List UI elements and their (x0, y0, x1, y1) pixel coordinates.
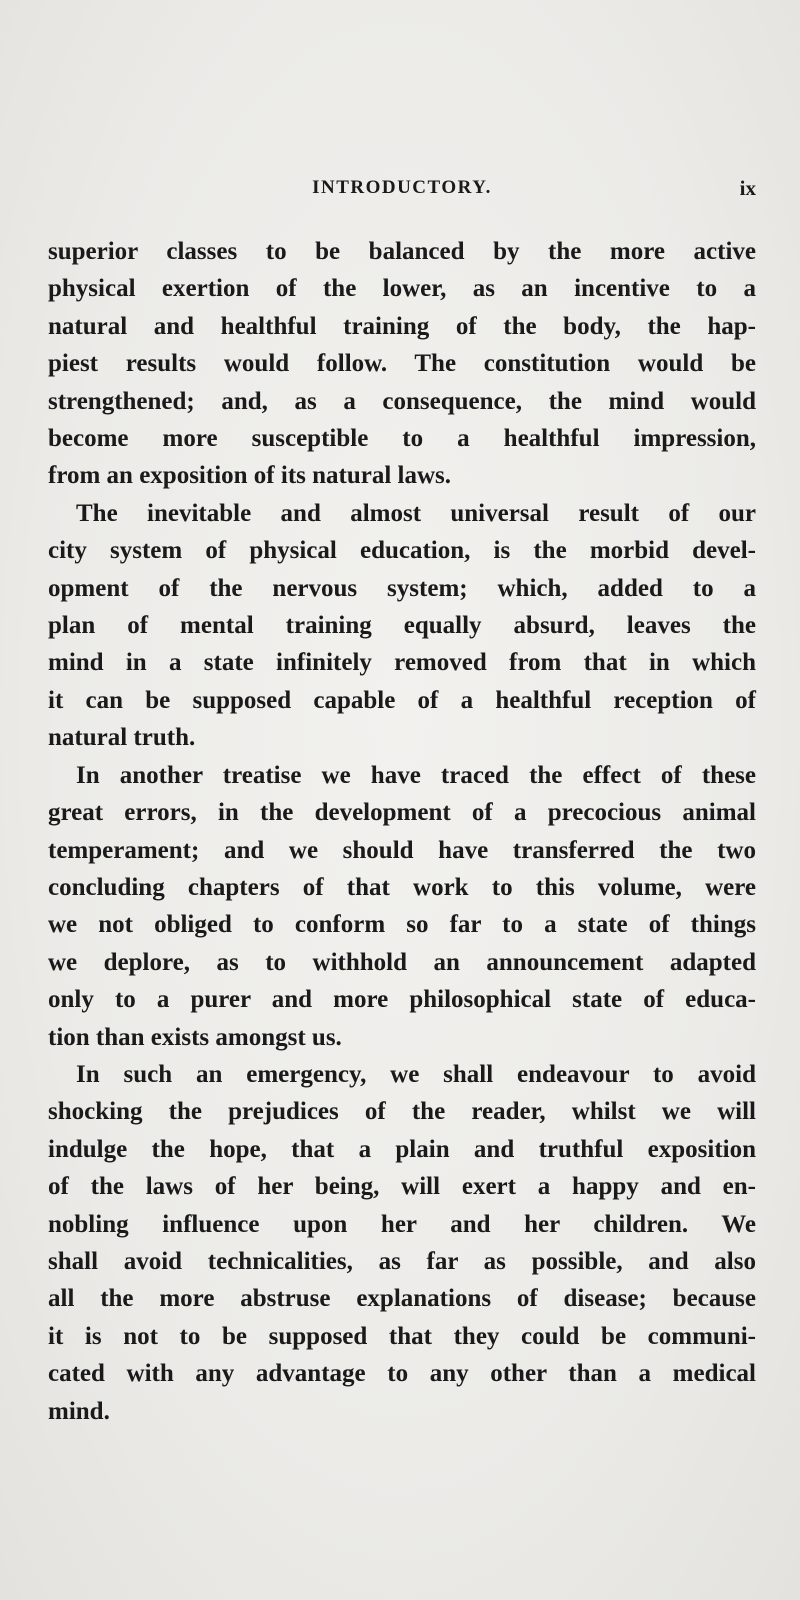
text-line: indulge the hope, that a plain and truthful exposition (48, 1135, 756, 1163)
text-line: opment of the nervous system; which, added to a (48, 574, 756, 602)
text-line: temperament; and we should have transferred the two (48, 836, 756, 864)
text-line: we not obliged to conform so far to a state of things (48, 911, 756, 939)
text-line: city system of physical education, is the morbid devel- (48, 537, 756, 565)
running-title: INTRODUCTORY. (312, 177, 492, 198)
text-line: it can be supposed capable of a healthful reception of (48, 686, 756, 714)
text-line: natural and healthful training of the body, the hap- (48, 312, 756, 340)
text-line: plan of mental training equally absurd, leaves the (48, 612, 756, 640)
text-line: only to a purer and more philosophical state of educa- (48, 986, 756, 1014)
text-line: tion than exists amongst us. (48, 1023, 342, 1051)
text-line: piest results would follow. The constitution would be (48, 350, 756, 378)
text-line: it is not to be supposed that they could be communi- (48, 1322, 756, 1350)
text-line: cated with any advantage to any other than a medical (48, 1360, 756, 1388)
body-text (48, 233, 756, 1430)
text-line: great errors, in the development of a precocious animal (48, 799, 756, 827)
running-head (48, 174, 756, 202)
text-line: from an exposition of its natural laws. (48, 462, 452, 490)
page-number: ix (739, 176, 756, 200)
text-line: In another treatise we have traced the effect of these (76, 761, 756, 789)
text-line: concluding chapters of that work to this volume, were (48, 873, 756, 901)
text-line: we deplore, as to withhold an announcement adapted (48, 948, 756, 976)
text-line: The inevitable and almost universal result of our (76, 499, 756, 527)
text-line: mind. (48, 1397, 110, 1425)
text-line: superior classes to be balanced by the more active (48, 238, 756, 265)
text-line: nobling influence upon her and her children. We (48, 1210, 756, 1238)
text-line: become more susceptible to a healthful impression, (48, 425, 756, 453)
text-line: shocking the prejudices of the reader, whilst we will (48, 1098, 756, 1126)
text-line: In such an emergency, we shall endeavour to avoid (76, 1060, 756, 1088)
text-line: all the more abstruse explanations of disease; because (48, 1285, 756, 1313)
text-line: shall avoid technicalities, as far as possible, and also (48, 1247, 756, 1275)
text-line: natural truth. (48, 724, 196, 752)
text-line: physical exertion of the lower, as an incentive to a (48, 275, 756, 303)
text-line: mind in a state infinitely removed from that in which (48, 649, 756, 677)
text-line: strengthened; and, as a consequence, the mind would (48, 387, 756, 415)
text-line: of the laws of her being, will exert a happy and en- (48, 1173, 756, 1201)
